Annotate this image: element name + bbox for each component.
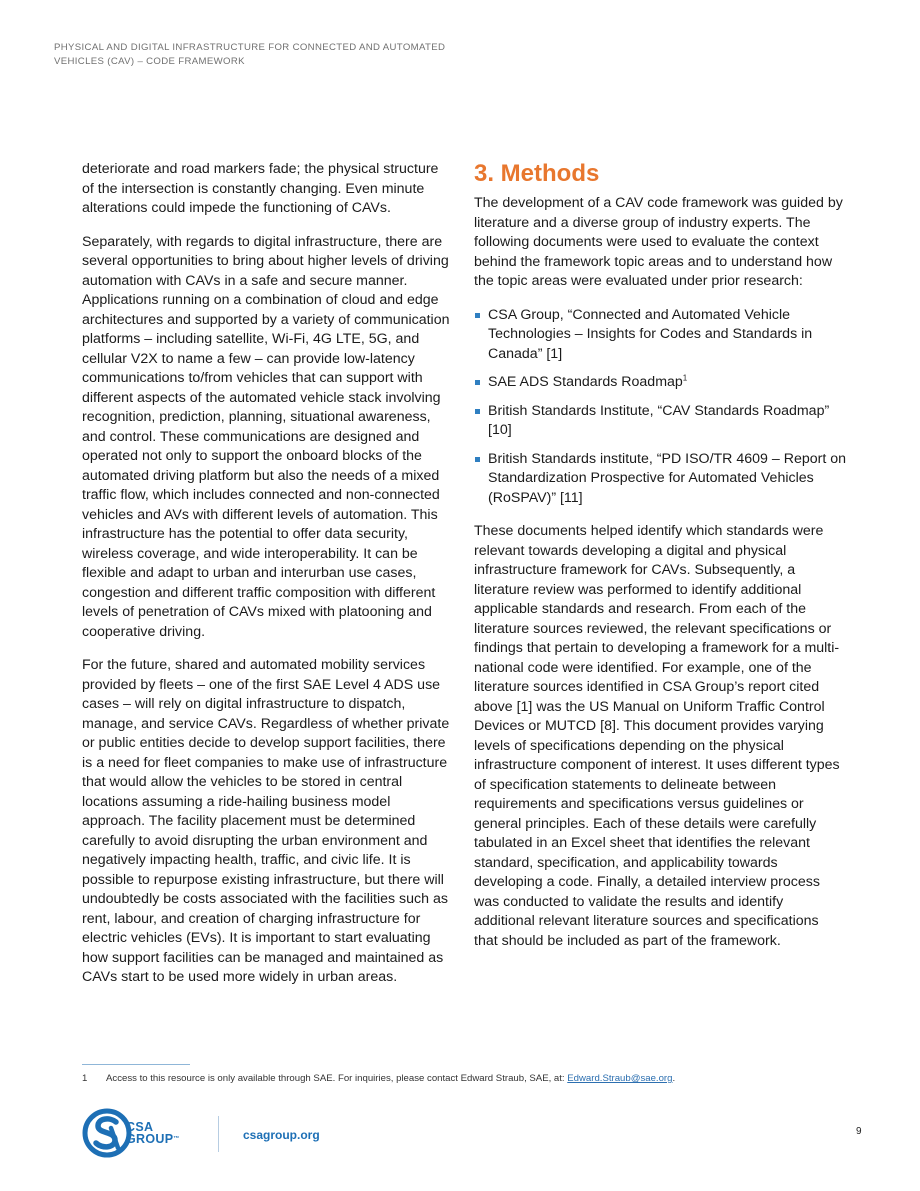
methods-intro-paragraph: The development of a CAV code framework was guided by literature and a diverse group of industry experts. The following documents were used to evaluate the context behind the framework topic areas and to understand how the topic areas were evaluated under prior research: [474, 195, 843, 289]
footnote-email-link[interactable]: Edward.Straub@sae.org [567, 1073, 673, 1084]
running-header [54, 41, 574, 69]
footnote-end: . [672, 1073, 676, 1084]
list-item-text: SAE ADS Standards Roadmap [488, 374, 683, 390]
list-item-text: CSA Group, “Connected and Automated Vehicle Technologies – Insights for Codes and Standards in Canada” [1] [488, 306, 813, 362]
list-item [474, 373, 846, 393]
left-paragraph-3: For the future, shared and automated mobility services provided by fleets – one of the first SAE Level 4 ADS use cases – will rely on digital infrastructure to dispatch, manage, and service CAVs. Regardless of whether private or public entities decide to develop support facilities, there is a need for fleet companies to make use of infrastructure that would allow the vehicles to be stored in central locations assuming a ride-hailing business model approach. The facility placement must be determined carefully to avoid disrupting the urban environment and negatively impacting health, traffic, and civic life. It is possible to repurpose existing infrastructure, but there will undoubtedly be costs associated with the facilities such as rent, labour, and creation of charging infrastructure for electric vehicles (EVs). It is important to start evaluating how support facilities can be managed and maintained as CAVs start to be used more widely in urban areas. [82, 657, 450, 985]
square-bullet-icon [475, 313, 480, 318]
list-item-text: British Standards institute, “PD ISO/TR 4609 – Report on Standardization Prospective for Automated Vehicles (RoSPAV)” [11] [488, 450, 847, 506]
footer-divider [218, 1116, 219, 1152]
list-item-text: British Standards Institute, “CAV Standards Roadmap” [10] [488, 402, 830, 438]
square-bullet-icon [475, 457, 480, 462]
logo-wordmark-line-1: CSA [126, 1120, 154, 1134]
footnote [82, 1072, 862, 1085]
list-item [474, 450, 846, 509]
website-link[interactable]: csagroup.org [243, 1128, 320, 1142]
left-paragraph-2: Separately, with regards to digital infrastructure, there are several opportunities to bring about higher levels of driving automation with CAVs in a safe and secure manner. Applications running on a combination of cloud and edge architectures and supported by a variety of communication platforms – including satellite, Wi-Fi, 4G LTE, 5G, and cellular V2X to name a few – can provide low-latency communications to/from vehicles that can support with different aspects of the automated vehicle stack involving recognition, prediction, planning, situational awareness, and control. These communications are designed and operated not only to support the onboard blocks of the automated driving platform but also the needs of a mixed traffic flow, which includes connected and non-connected vehicles and AVs with different levels of automation. This infrastructure has the potential to offer data security, wireless coverage, and wide interoperability. It can be flexible and adapt to urban and interurban use cases, congestion and different traffic composition with different levels of penetration of CAVs mixed with platooning and cooperative driving. [82, 233, 450, 640]
methods-paragraph-2: These documents helped identify which standards were relevant towards developing a digital and physical infrastructure framework for CAVs. Subsequently, a literature review was performed to identify additional applicable standards and research. From each of the literature sources reviewed, the relevant specifications or findings that pertain to developing a framework for a multi-national code were identified. For example, one of the literature sources identified in CSA Group’s report cited above [1] was the US Manual on Uniform Traffic Control Devices or MUTCD [8]. This document provides varying levels of specifications depending on the physical infrastructure component of interest. It uses different types of specification statements to delineate between requirements and specifications versus guidelines or general principles. Each of these details were carefully tabulated in an Excel sheet that identifies the relevant standard, specification, and applicability towards developing a code. Finally, a detailed interview process was conducted to validate the results and identify additional relevant literature sources and specifications that should be included as part of the framework. [474, 523, 840, 949]
section-heading-methods: 3. Methods [474, 160, 600, 187]
square-bullet-icon [475, 380, 480, 385]
logo-wordmark [126, 1121, 180, 1145]
square-bullet-icon [475, 409, 480, 414]
list-item [474, 306, 846, 365]
right-column [474, 160, 846, 965]
page-number: 9 [856, 1126, 862, 1137]
footnote-divider [82, 1064, 190, 1065]
left-column [82, 160, 450, 1002]
running-header-line-1: PHYSICAL AND DIGITAL INFRASTRUCTURE FOR CONNECTED AND AUTOMATED [54, 42, 446, 53]
footnote-text: Access to this resource is only available through SAE. For inquiries, please contact Edward Straub, SAE, at: [106, 1073, 568, 1084]
logo-wordmark-line-2: GROUP™ [126, 1132, 180, 1146]
footnote-number: 1 [82, 1073, 88, 1084]
left-paragraph-1: deteriorate and road markers fade; the physical structure of the intersection is constantly changing. Even minute alterations could impede the functioning of CAVs. [82, 161, 439, 216]
list-item [474, 402, 846, 441]
running-header-line-2: VEHICLES (CAV) – CODE FRAMEWORK [54, 56, 245, 67]
source-documents-list [474, 306, 846, 509]
footnote-reference[interactable]: 1 [682, 373, 688, 383]
